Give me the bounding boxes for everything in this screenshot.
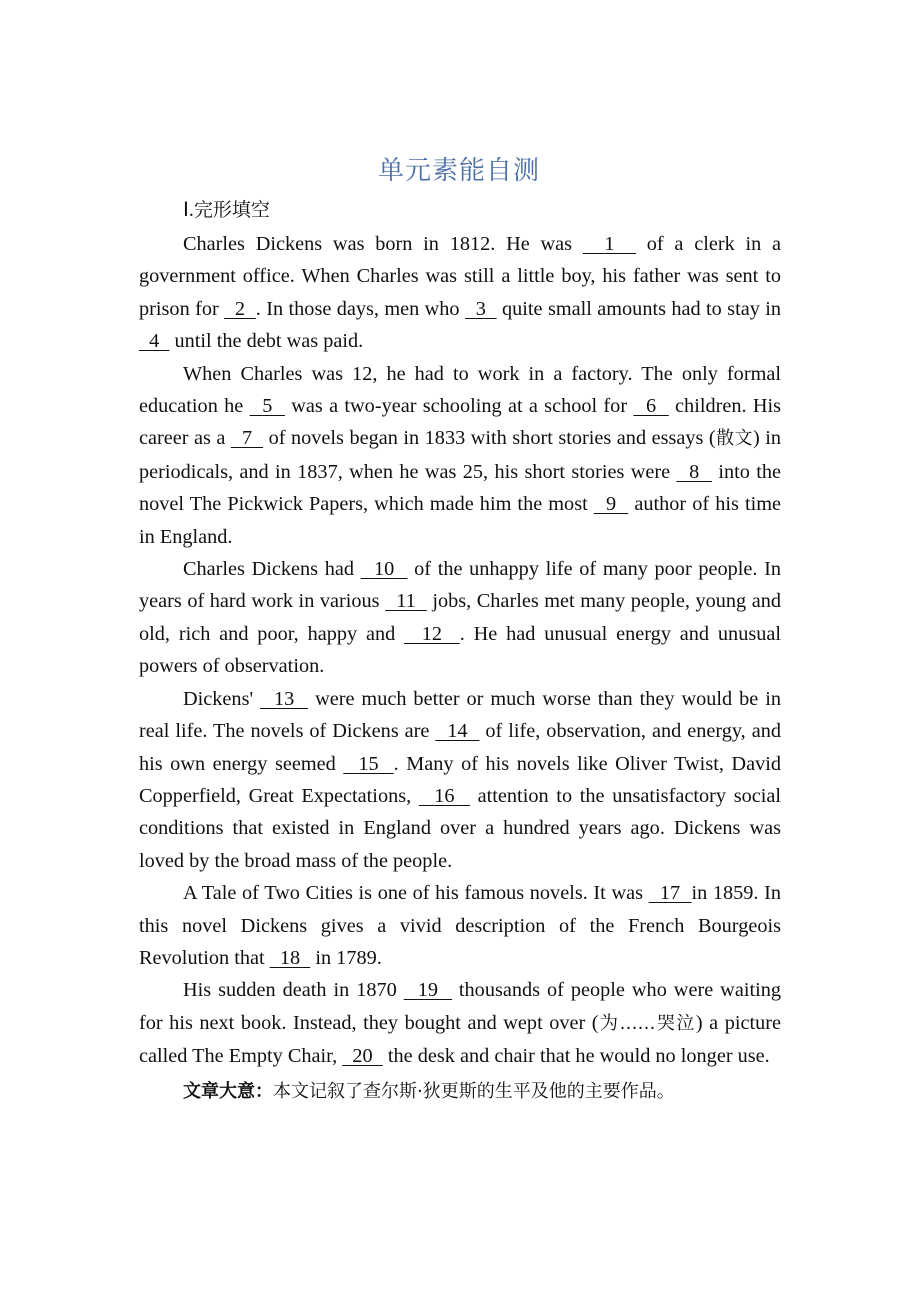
passage-text: His sudden death in 1870: [183, 979, 404, 1002]
passage-text: children. His career as a: [139, 395, 782, 450]
passage-text: the desk and chair that he would no longer use.: [382, 1045, 770, 1068]
section-heading: [183, 192, 781, 228]
cloze-blank: [250, 395, 285, 417]
cloze-blank: [419, 785, 470, 807]
passage-text: until the debt was paid.: [169, 330, 364, 353]
passage-text: A Tale of Two Cities is one of his famous novels. It was: [183, 882, 649, 905]
blank-number: 2: [234, 297, 246, 320]
passage-paragraph: [139, 683, 781, 877]
cloze-blank: [465, 298, 497, 320]
blank-number: 11: [396, 590, 416, 613]
passage-text: into the novel The Pickwick Papers, which made him the most: [139, 460, 782, 516]
passage-text: ) in periodicals, and in 1837, when he was 25, his short stories were: [139, 427, 782, 483]
passage-paragraph: [139, 877, 781, 974]
cloze-blank: [594, 493, 628, 515]
passage-text: attention to the unsatisfactory social conditions that existed in England over a hundred years ago. Dickens was loved by the broad mass of the people.: [139, 784, 782, 872]
blank-number: 7: [241, 427, 253, 450]
passage-paragraph: [139, 358, 781, 553]
passage-paragraph: [139, 228, 781, 358]
cloze-blank: [270, 947, 311, 969]
cloze-blank: [342, 1045, 383, 1067]
blank-number: 5: [262, 395, 273, 418]
cloze-blank: [435, 720, 479, 742]
cloze-blank: [361, 558, 408, 580]
blank-number: 9: [605, 493, 617, 516]
cloze-blank: [385, 590, 427, 612]
blank-number: 13: [273, 687, 295, 710]
passage-paragraph: [139, 553, 781, 683]
blank-number: 12: [421, 622, 443, 645]
section-label: 完形填空: [193, 199, 270, 221]
blank-number: 20: [352, 1045, 373, 1068]
blank-number: 6: [646, 395, 657, 418]
cloze-blank: [139, 330, 169, 352]
passage-text: in 1789.: [310, 946, 382, 969]
blank-number: 16: [434, 784, 455, 807]
passage-text: was a two-year schooling at a school for: [284, 395, 634, 418]
page-title: 单元素能自测: [377, 156, 540, 186]
cloze-blank: [676, 461, 712, 483]
cloze-blank: [224, 298, 256, 320]
passage-body: [139, 228, 781, 1073]
blank-number: 18: [279, 946, 301, 969]
passage-text: . Many of his novels like Oliver Twist, David Copperfield, Great Expectations,: [139, 752, 781, 807]
passage-text: quite small amounts had to stay in: [496, 297, 782, 320]
blank-number: 14: [447, 720, 468, 743]
summary-text: 本文记叙了查尔斯·狄更斯的生平及他的主要作品。: [273, 1080, 675, 1102]
cloze-blank: [404, 979, 452, 1001]
chinese-gloss: 散文: [715, 428, 753, 450]
passage-text: were much better or much worse than they would be in real life. The novels of Dickens are: [139, 687, 781, 743]
passage-text: of the unhappy life of many poor people. In years of hard work in various: [139, 558, 782, 613]
passage-text: Dickens': [183, 687, 261, 710]
passage-text: ) a picture called The Empty Chair,: [139, 1011, 781, 1068]
passage-text: of novels began in 1833 with short stories and essays (: [263, 427, 716, 450]
blank-number: 19: [417, 979, 438, 1002]
passage-text: When Charles was 12, he had to work in a factory. The only formal education he: [139, 362, 781, 418]
passage-text: thousands of people who were waiting for his next book. Instead, they bought and wept over (: [139, 979, 782, 1034]
blank-number: 15: [358, 752, 379, 775]
summary-label: 文章大意：: [183, 1080, 273, 1102]
cloze-blank: [404, 623, 460, 645]
passage-text: Charles Dickens had: [183, 558, 361, 581]
blank-number: 3: [475, 297, 486, 320]
cloze-blank: [583, 233, 636, 255]
blank-number: 10: [373, 558, 395, 581]
chinese-gloss: 为……哭泣: [598, 1012, 696, 1034]
blank-number: 8: [689, 460, 700, 483]
document-page: [139, 150, 781, 1109]
passage-text: Charles Dickens was born in 1812. He was: [183, 233, 583, 255]
passage-paragraph: [139, 974, 781, 1072]
passage-text: . He had unusual energy and unusual powers of observation.: [139, 622, 782, 678]
passage-text: of a clerk in a government office. When Charles was still a little boy, his father was sent to prison for: [139, 233, 782, 320]
blank-number: 1: [604, 233, 615, 255]
passage-text: author of his time in England.: [139, 493, 782, 548]
blank-number: 4: [149, 330, 160, 353]
passage-text: in 1859. In this novel Dickens gives a vivid description of the French Bourgeois Revolution that: [139, 882, 782, 969]
passage-summary: [183, 1075, 781, 1109]
passage-text: of life, observation, and energy, and his own energy seemed: [139, 720, 781, 775]
cloze-blank: [649, 882, 692, 904]
cloze-blank: [633, 395, 668, 417]
passage-text: jobs, Charles met many people, young and old, rich and poor, happy and: [139, 590, 781, 645]
cloze-blank: [343, 753, 393, 775]
blank-number: 17: [659, 882, 681, 905]
cloze-blank: [260, 688, 308, 710]
passage-text: . In those days, men who: [255, 297, 465, 320]
section-number: Ⅰ.: [183, 199, 194, 221]
cloze-blank: [231, 427, 263, 449]
